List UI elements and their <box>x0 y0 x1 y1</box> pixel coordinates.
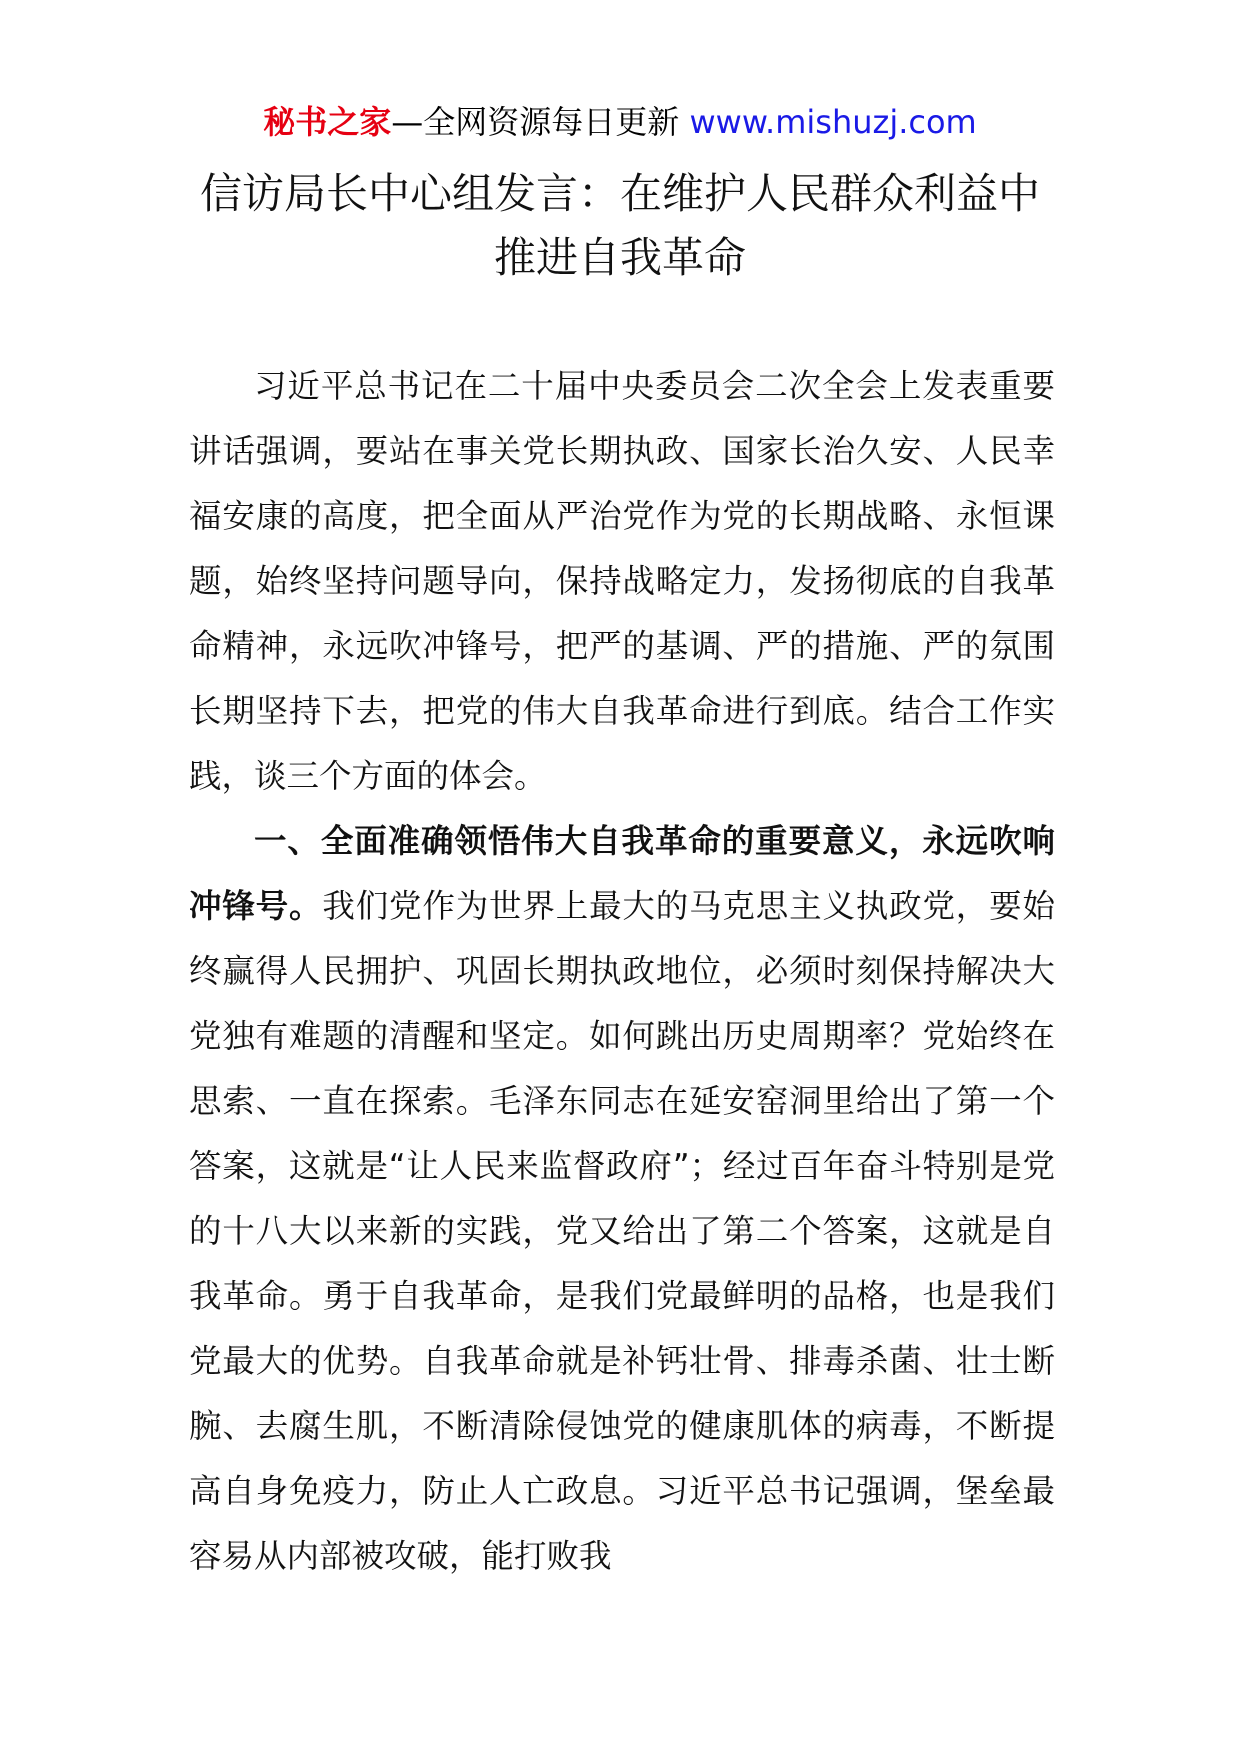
document-title-line-1: 信访局长中心组发言：在维护人民群众利益中 <box>199 169 1040 218</box>
paragraph-1: 习近平总书记在二十届中央委员会二次全会上发表重要讲话强调，要站在事关党长期执政、国家长治久安、人民幸福安康的高度，把全面从严治党作为党的长期战略、永恒课题，始终坚持问题导向，保持战略定力，发扬彻底的自我革命精神，永远吹冲锋号，把严的基调、严的措施、严的氛围长期坚持下去，把党的伟大自我革命进行到底。结合工作实践，谈三个方面的体会。 <box>189 367 1055 795</box>
site-header <box>0 100 1240 144</box>
site-tagline: —全网资源每日更新 <box>391 103 690 141</box>
document-title <box>150 162 1090 290</box>
paragraph-2 <box>189 809 1055 1589</box>
site-brand: 秘书之家 <box>263 103 392 141</box>
paragraph-2-body: 我们党作为世界上最大的马克思主义执政党，要始终赢得人民拥护、巩固长期执政地位，必须时刻保持解决大党独有难题的清醒和坚定。如何跳出历史周期率？党始终在思索、一直在探索。毛泽东同志在延安窑洞里给出了第一个答案，这就是“让人民来监督政府”；经过百年奋斗特别是党的十八大以来新的实践，党又给出了第二个答案，这就是自我革命。勇于自我革命，是我们党最鲜明的品格，也是我们党最大的优势。自我革命就是补钙壮骨、排毒杀菌、壮士断腕、去腐生肌，不断清除侵蚀党的健康肌体的病毒，不断提高自身免疫力，防止人亡政息。习近平总书记强调，堡垒最容易从内部被攻破，能打败我 <box>189 887 1055 1575</box>
site-url-link[interactable]: www.mishuzj.com <box>689 103 977 141</box>
document-title-line-2: 推进自我革命 <box>493 233 746 282</box>
document-body <box>189 354 1055 1589</box>
section-heading-1: 一、全面准确领悟伟大自我革命的重要意义，永远吹响冲锋号。 <box>189 822 1055 925</box>
